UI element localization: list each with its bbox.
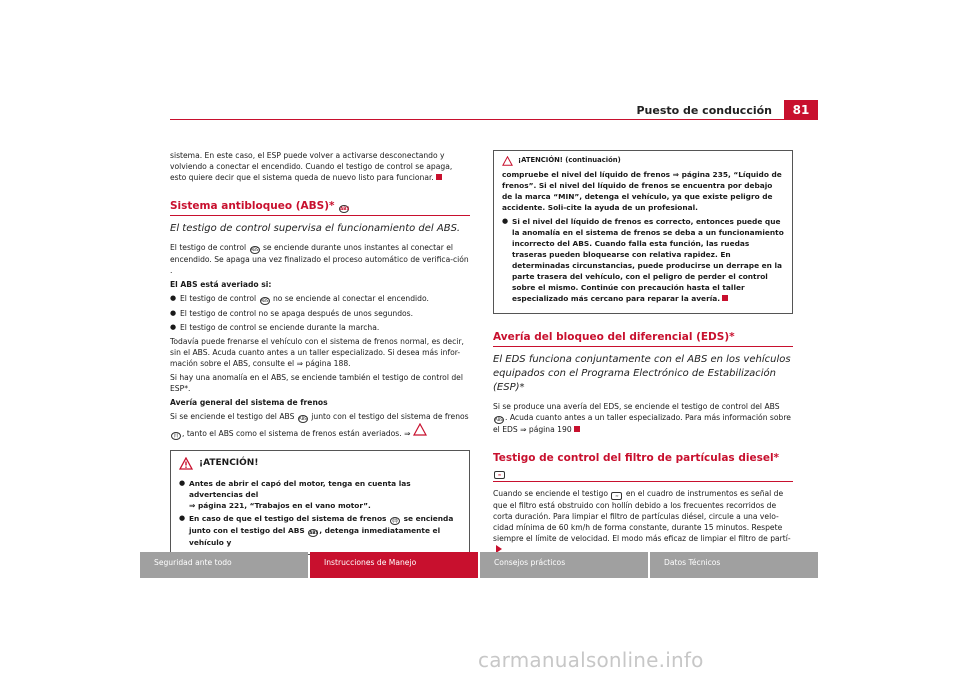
intro-paragraph: sistema. En este caso, el ESP puede volver a activarse desconectando y volviendo a conectar el encendido. Cuando el testigo de control se apaga, esto quiere decir que el sistema queda de nuevo listo para funcionar.: [170, 151, 453, 182]
footer-nav: [140, 552, 818, 578]
abs-icon: ABS: [260, 298, 269, 303]
abs-icon: ABS: [250, 247, 259, 252]
page-reference-link[interactable]: página 190: [528, 425, 572, 434]
tab-datos-tecnicos[interactable]: Datos Técnicos: [650, 552, 818, 578]
section-end-mark: [574, 426, 580, 432]
page-number: 81: [784, 100, 818, 120]
reference-arrow-icon: ⇒: [520, 425, 527, 434]
warning-continuation-title: ¡ATENCIÓN! (continuación): [518, 156, 621, 164]
dpf-paragraph: Cuando se enciende el testigo ≈ en el cuadro de instrumentos es señal de que el filtro está obstruido con hollín debido a los frecuentes recorridos de corta duración. Para limpiar el filtro de partículas diésel, circule a una velo-cidad mínima de 60 km/h de forma constante, durante 15 minutos. Respete siempre el límite de velocidad. El modo más eficaz de limpiar el filtro de partí-: [493, 488, 793, 555]
dpf-section-title: Testigo de control del filtro de partículas diesel* ≈: [493, 452, 780, 477]
header-rule: [170, 119, 784, 120]
warning-triangle-icon: [413, 423, 427, 436]
list-item: ● El testigo de control se enciende durante la marcha.: [170, 322, 470, 333]
diesel-particle-filter-icon: ≈: [611, 492, 622, 500]
abs-icon: ABS: [298, 416, 307, 421]
section-rule: [493, 346, 793, 347]
eds-section-title: Avería del bloqueo del diferencial (EDS)*: [493, 331, 735, 343]
tab-consejos[interactable]: Consejos prácticos: [480, 552, 648, 578]
abs-icon: ABS: [340, 206, 350, 211]
brake-system-icon: (!): [171, 432, 181, 440]
tab-seguridad[interactable]: Seguridad ante todo: [140, 552, 308, 578]
eds-section-subtitle: El EDS funciona conjuntamente con el ABS en los vehículos equipados con el Programa Electrónico de Estabilización (ESP)*: [493, 354, 791, 393]
warning-title: ¡ATENCIÓN!: [199, 458, 259, 468]
abs-section-subtitle: El testigo de control supervisa el funcionamiento del ABS.: [170, 223, 461, 234]
abs-paragraph-2: Todavía puede frenarse el vehículo con el sistema de frenos normal, es decir, sin el ABS. Acuda cuanto antes a un taller especializado. Si desea más infor-mación sobre el ABS, consulte el ⇒ página 188.: [170, 337, 464, 368]
tab-instrucciones[interactable]: Instrucciones de Manejo: [310, 552, 478, 578]
brake-fault-paragraph: Si se enciende el testigo del ABS ABS junto con el testigo del sistema de frenos (!) , tanto el ABS como el sistema de frenos están averiados. ⇒: [170, 412, 469, 438]
page-reference-link[interactable]: página 221, “Trabajos en el vano motor”.: [197, 501, 371, 510]
warning-body: [171, 474, 469, 554]
warning-triangle-icon: [179, 457, 193, 470]
diesel-particle-filter-icon: ≈: [494, 471, 505, 479]
list-item: ● Antes de abrir el capó del motor, tenga en cuenta las advertencias del ⇒ página 221, “Trabajos en el vano motor”.: [179, 478, 461, 511]
abs-paragraph: El testigo de control ABS se enciende durante unos instantes al conectar el encendido. Se apaga una vez finalizado el proceso automático de verifica-ción .: [170, 243, 469, 275]
section-end-mark: [722, 295, 728, 301]
chapter-title: Puesto de conducción: [636, 104, 772, 117]
warning-continuation-text: compruebe el nivel del líquido de frenos ⇒ página 235, “Líquido de frenos”. Si el nivel del líquido de frenos se encuentra por debajo de la marca “MIN”, detenga el vehículo, ya que existe peligro de accidente. Soli-cite la ayuda de un profesional.: [502, 170, 782, 212]
reference-arrow-icon: ⇒: [189, 501, 196, 510]
reference-arrow-icon: ⇒: [672, 170, 680, 179]
section-rule: [170, 215, 470, 216]
abs-section-title: Sistema antibloqueo (ABS)* ABS: [170, 200, 350, 212]
list-item: ● En caso de que el testigo del sistema de frenos (!) se encienda junto con el testigo del ABS ABS, detenga inmediatamente el vehículo y: [179, 513, 461, 548]
list-item: ● El testigo de control ABS no se enciende al conectar el encendido.: [170, 293, 470, 305]
warning-continuation-box: [493, 150, 793, 314]
reference-arrow-icon: ⇒: [296, 359, 303, 368]
abs-fault-heading: El ABS está averiado si:: [170, 280, 272, 289]
left-column: [170, 150, 470, 555]
warning-header: [171, 451, 469, 474]
warning-box: [170, 450, 470, 555]
brake-fault-heading: Avería general del sistema de frenos: [170, 398, 328, 407]
list-item: ● El testigo de control no se apaga después de unos segundos.: [170, 308, 470, 319]
right-column: [493, 150, 793, 558]
warning-triangle-icon: [502, 156, 513, 166]
abs-icon: ABS: [309, 530, 319, 535]
page-reference-link[interactable]: página 188.: [305, 359, 351, 368]
page-header: [170, 100, 818, 120]
watermark: carmanualsonline.info: [478, 648, 704, 672]
abs-icon: ABS: [495, 417, 503, 422]
esp-paragraph: Si hay una anomalía en el ABS, se enciende también el testigo de control del ESP*.: [170, 373, 463, 393]
reference-arrow-icon: ⇒: [404, 429, 411, 438]
section-rule: [493, 481, 793, 482]
brake-system-icon: (!): [390, 517, 400, 525]
section-end-mark: [436, 174, 442, 180]
list-item: ● Si el nivel del líquido de frenos es correcto, entonces puede que la anomalía en el sistema de frenos se deba a un funcionamiento incorrecto del ABS. Cuando falla esta función, las ruedas traseras pueden bloquearse con relativa rapidez. En determinadas circunstancias, puede producirse un derrape en la parte trasera del vehículo, con el peligro de perder el control sobre el mismo. Continúe con precaución hasta el taller especializado más cercano para reparar la avería.: [502, 216, 784, 304]
eds-paragraph: Si se produce una avería del EDS, se enciende el testigo de control del ABS ABS . Acuda cuanto antes a un taller especializado. Para más información sobre el EDS ⇒ página 190: [493, 402, 791, 434]
warning-continuation-header: [502, 155, 784, 166]
